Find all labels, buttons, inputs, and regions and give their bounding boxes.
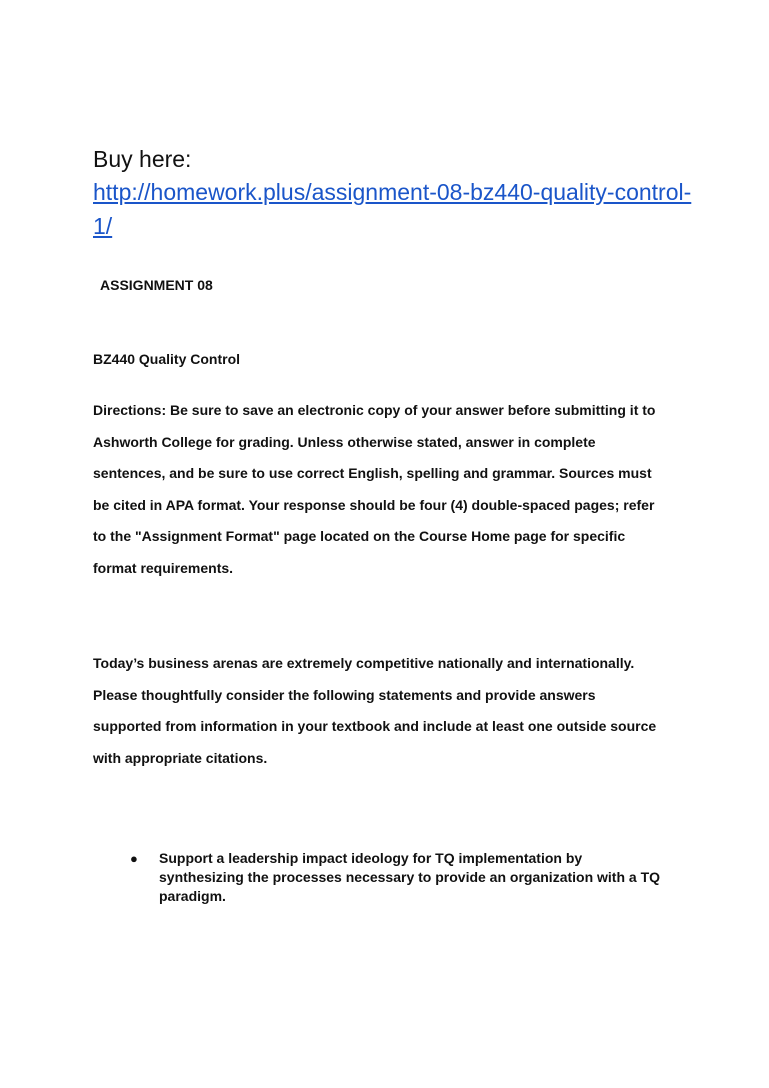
bullet-line: Support a leadership impact ideology for TQ implementation by [159, 850, 583, 866]
directions-paragraph [93, 395, 683, 585]
assignment-title: ASSIGNMENT 08 [100, 277, 213, 293]
directions-line: to the "Assignment Format" page located on the Course Home page for specific [93, 528, 626, 545]
question-bullet-list [93, 849, 683, 906]
directions-line: format requirements. [93, 559, 234, 576]
intro-line: with appropriate citations. [93, 749, 268, 766]
intro-line: supported from information in your textbook and include at least one outside source [93, 718, 657, 735]
bullet-line: synthesizing the processes necessary to provide an organization with a TQ [159, 869, 661, 885]
directions-line: sentences, and be sure to use correct English, spelling and grammar. Sources must [93, 465, 652, 482]
intro-line: Today’s business arenas are extremely competitive nationally and internationally. [93, 655, 635, 671]
directions-line: Directions: Be sure to save an electronic copy of your answer before submitting it to [93, 402, 656, 418]
intro-paragraph [93, 648, 683, 774]
course-title: BZ440 Quality Control [93, 351, 241, 367]
question-bullet-item [93, 849, 683, 906]
buy-here-label: Buy here: [93, 146, 192, 172]
bullet-dot-icon: ● [130, 851, 138, 866]
intro-line: Please thoughtfully consider the following statements and provide answers [93, 686, 596, 703]
directions-line: Ashworth College for grading. Unless otherwise stated, answer in complete [93, 433, 596, 450]
directions-line: be cited in APA format. Your response should be four (4) double-spaced pages; refer [93, 496, 655, 513]
buy-here-link[interactable]: http://homework.plus/assignment-08-bz440-quality-control-1/ [93, 179, 692, 239]
bullet-line: paradigm. [159, 888, 226, 904]
